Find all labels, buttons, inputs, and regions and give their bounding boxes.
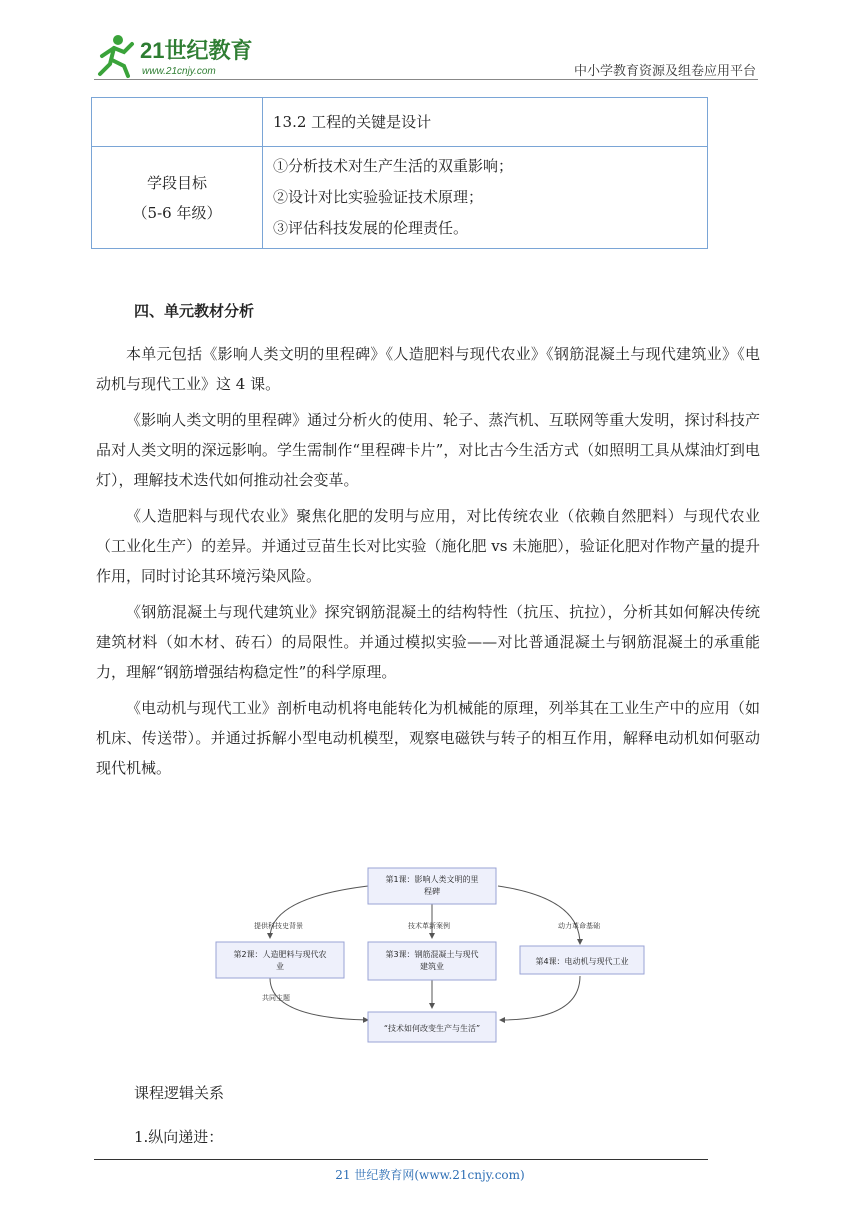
footer-divider [94,1159,708,1160]
table-row [92,147,708,249]
table-cell-course: 13.2 工程的关键是设计 [263,98,708,147]
table-cell-empty [92,98,263,147]
list-item: 1.纵向递进： [134,1128,224,1146]
page-footer: 21 世纪教育网(www.21cnjy.com) [335,1168,525,1182]
stage-label-cell [92,147,263,249]
node-text: 第4课：电动机与现代工业 [535,957,629,966]
node-text: “技术如何改变生产与生活” [383,1024,481,1033]
node-text: 第3课：钢筋混凝土与现代 [385,950,479,959]
edge-label: 提供科技史背景 [254,922,303,930]
edge-line [500,976,580,1020]
edge-label: 技术革新案例 [408,922,450,930]
paragraph: 本单元包括《影响人类文明的里程碑》《人造肥料与现代农业》《钢筋混凝土与现代建筑业》《电动机与现代工业》这 4 课。 [96,345,760,393]
section-title: 四、单元教材分析 [134,302,255,320]
node-text: 建筑业 [420,962,444,971]
paragraph: 《电动机与现代工业》剖析电动机将电能转化为机械能的原理，列举其在工业生产中的应用（如机床、传送带）。并通过拆解小型电动机模型，观察电磁铁与转子的相互作用，解释电动机如何驱动现代机械。 [96,699,760,777]
stage-grade: （5-6 年级） [132,203,222,222]
goals-cell [263,147,708,249]
section-body [96,339,760,789]
node-box [368,868,496,904]
paragraph: 《钢筋混凝土与现代建筑业》探究钢筋混凝土的结构特性（抗压、抗拉），分析其如何解决传统建筑材料（如木材、砖石）的局限性。并通过模拟实验——对比普通混凝土与钢筋混凝土的承重能力，理解“钢筋增强结构稳定性”的科学原理。 [96,603,760,681]
goal-item: ①分析技术对生产生活的双重影响； [273,157,514,175]
table-row [92,98,708,147]
logo-url: www.21cnjy.com [142,66,216,77]
diagram-caption: 课程逻辑关系 [134,1084,225,1102]
header-divider [94,79,758,80]
edge-line [270,886,368,938]
edge-label: 共同主题 [262,994,290,1002]
logo-title: 21世纪教育 [140,38,253,63]
site-logo [94,30,274,80]
course-logic-diagram [210,858,650,1048]
goal-item: ②设计对比实验验证技术原理； [273,188,484,206]
stage-label: 学段目标 [146,173,207,192]
node-text: 程碑 [424,887,440,896]
node-text: 业 [276,962,284,971]
node-text: 第1课：影响人类文明的里 [385,875,479,884]
node-box [368,942,496,980]
node-box [216,942,344,978]
edge-line [498,886,580,944]
paragraph: 《人造肥料与现代农业》聚焦化肥的发明与应用，对比传统农业（依赖自然肥料）与现代农业（工业化生产）的差异。并通过豆苗生长对比实验（施化肥 vs 未施肥），验证化肥对作物产量的提升作用，同时讨论其环境污染风险。 [96,507,760,585]
runner-icon [100,35,132,76]
goal-item: ③评估科技发展的伦理责任。 [273,219,469,237]
page-header [0,0,860,90]
edge-label: 动力革命基础 [558,922,600,930]
paragraph: 《影响人类文明的里程碑》通过分析火的使用、轮子、蒸汽机、互联网等重大发明，探讨科技产品对人类文明的深远影响。学生需制作“里程碑卡片”，对比古今生活方式（如照明工具从煤油灯到电灯），理解技术迭代如何推动社会变革。 [96,411,760,489]
platform-name: 中小学教育资源及组卷应用平台 [573,64,756,79]
goals-table [91,97,708,249]
node-text: 第2课：人造肥料与现代农 [233,950,327,959]
